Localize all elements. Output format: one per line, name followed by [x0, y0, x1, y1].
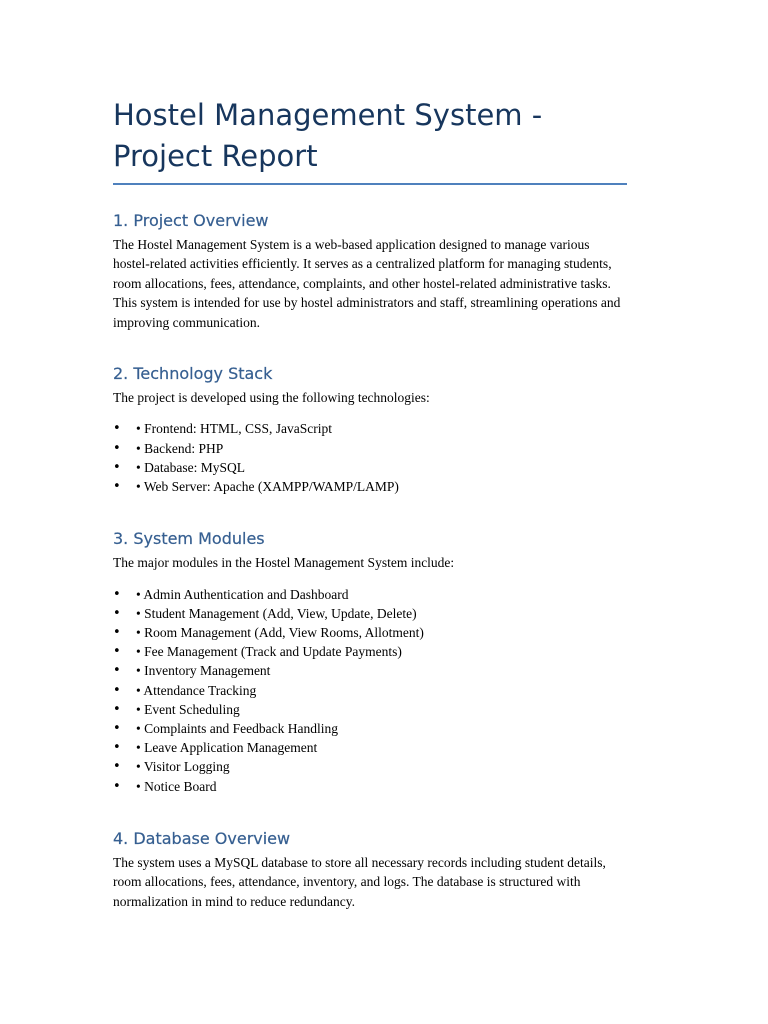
bullet-icon: • — [113, 459, 121, 475]
section-heading: 3. System Modules — [113, 529, 265, 549]
bullet-icon: • — [113, 605, 121, 621]
list-item: • • Visitor Logging — [113, 757, 627, 776]
bullet-icon: • — [113, 701, 121, 717]
document-page — [113, 95, 627, 911]
bullet-icon: • — [113, 644, 121, 660]
list-item: • • Inventory Management — [113, 661, 627, 680]
list-item: • • Event Scheduling — [113, 700, 627, 719]
bullet-icon: • — [113, 421, 121, 437]
list-item: • • Attendance Tracking — [113, 681, 627, 700]
bullet-icon: • — [113, 479, 121, 495]
list-item: • • Student Management (Add, View, Update, Delete) — [113, 604, 627, 623]
bullet-icon: • — [113, 740, 121, 756]
bullet-icon: • — [113, 440, 121, 456]
bullet-icon: • — [113, 778, 121, 794]
section-heading: 4. Database Overview — [113, 828, 291, 848]
section-system-modules — [113, 528, 627, 796]
list-item: • • Fee Management (Track and Update Payments) — [113, 642, 627, 661]
section-paragraph: The Hostel Management System is a web-based application designed to manage various hostel-related activities efficiently. It serves as a centralized platform for managing students, room allocations, fees, attendance, complaints, and other hostel-related administrative tasks. This system is intended for use by hostel administrators and staff, streamlining operations and improving communication. — [113, 237, 621, 330]
section-project-overview — [113, 210, 627, 332]
bullet-icon: • — [113, 721, 121, 737]
bullet-icon: • — [113, 682, 121, 698]
list-item: • • Leave Application Management — [113, 738, 627, 757]
list-item: • • Web Server: Apache (XAMPP/WAMP/LAMP) — [113, 477, 627, 496]
bullet-icon: • — [113, 663, 121, 679]
section-paragraph: The project is developed using the following technologies: — [113, 390, 430, 406]
section-paragraph: The major modules in the Hostel Management System include: — [113, 555, 455, 571]
list-item: • • Backend: PHP — [113, 439, 627, 458]
section-technology-stack — [113, 363, 627, 496]
bullet-icon: • — [113, 586, 121, 602]
list-item: • • Complaints and Feedback Handling — [113, 719, 627, 738]
list-item: • • Admin Authentication and Dashboard — [113, 585, 627, 604]
bullet-icon: • — [113, 759, 121, 775]
section-database-overview — [113, 828, 627, 911]
section-heading: 2. Technology Stack — [113, 364, 273, 384]
section-paragraph: The system uses a MySQL database to store all necessary records including student details, room allocations, fees, attendance, inventory, and logs. The database is structured with normalization in mind to reduce redundancy. — [113, 854, 606, 909]
modules-list — [113, 585, 627, 796]
list-item: • • Frontend: HTML, CSS, JavaScript — [113, 419, 627, 438]
list-item: • • Room Management (Add, View Rooms, Allotment) — [113, 623, 627, 642]
section-heading: 1. Project Overview — [113, 211, 269, 230]
list-item: • • Notice Board — [113, 777, 627, 796]
bullet-icon: • — [113, 625, 121, 641]
document-title: Hostel Management System - Project Report — [113, 95, 627, 185]
technology-list — [113, 419, 627, 496]
list-item: • • Database: MySQL — [113, 458, 627, 477]
